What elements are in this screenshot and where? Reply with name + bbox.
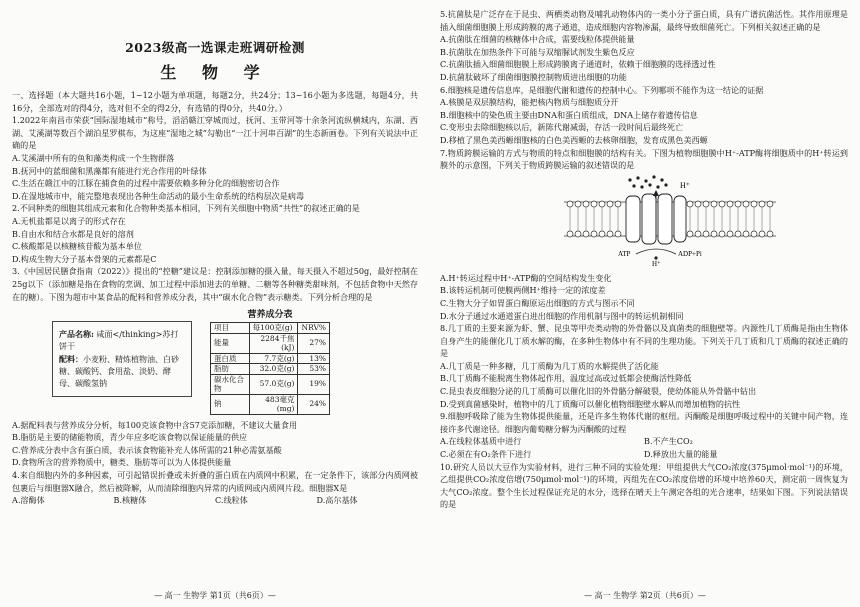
subject-title: 生 物 学 [160,63,270,82]
question-3 [12,265,418,469]
option-a: A.几丁质是一种多糖，几丁质酶为几丁质的水解提供了活化能 [440,360,659,371]
option-b: B.抗菌肽在加热条件下可能与双缩脲试剂发生紫色反应 [440,46,635,57]
table-cell: 2284千焦(kJ) [249,333,298,353]
question-9 [440,410,848,460]
product-box [52,321,192,397]
question-2 [12,202,418,265]
page-footer: — 高一 生物学 第1页（共6页）— [154,591,276,600]
arrow-head [653,190,659,196]
header-cell: 项目 [211,323,250,334]
option-b: B.抚河中的蓝细菌和黑藻都有能进行光合作用的叶绿体 [12,165,207,176]
h-atpase-membrane-diagram [560,174,780,266]
question-stem: 2.不同种类的细胞其组成元素和化合物种类基本相同，下列有关细胞中物质“共性”的叙述正确的是 [12,203,360,214]
question-stem: 9.细胞呼吸除了能为生物体提供能量，还是许多生物体代谢的枢纽。丙酮酸是细胞呼吸过程中的关键中间产物，连接许多代谢途径。细胞内葡萄糖分解为丙酮酸的过程 [440,411,848,434]
atp-hydrolysis-arrow [636,249,676,254]
table-cell: 19% [298,374,330,394]
table-cell: 24% [298,394,330,414]
option-d: D.构成生物大分子基本骨架的元素都是C [12,253,157,264]
nutrition-title: 营养成分表 [247,310,293,321]
option-a: A.据配料表与营养成分分析，每100克该食物中含57克添加糖，不建议大量食用 [12,419,298,430]
option-d: D.受到真菌感染时，植物中的几丁质酶可以催化植物细胞壁水解从而增加植物的抗性 [440,398,741,409]
question-stem: 7.物质跨膜运输的方式与物质的特点和细胞膜的结构有关。下图为植物细胞膜中H⁺-ATP酶将细胞质中的H⁺转运到膜外的示意图，下列关于物质跨膜运输的叙述错误的是 [440,147,848,171]
h-ion-label-top: H⁺ [680,180,690,190]
table-row [211,394,330,414]
option-b: B.脂肪是主要的储能物质，青少年应多吃该食物以保证能量的供应 [12,432,248,443]
options-row [440,435,848,448]
option-b: B.细胞核中的染色质主要由DNA和蛋白质组成，DNA上储存着遗传信息 [440,109,698,120]
question-4 [12,469,418,507]
header-cell: 每100克(g) [249,323,298,334]
option-c: C.昆虫表皮细胞分泌的几丁质酶可以催化旧的外骨骼分解破裂，使幼体能从外骨骼中钻出 [440,386,757,397]
question-stem: 4.来自细胞内外的多种因素，可引起错误折叠或未折叠的蛋白质在内质网中积累，在一定条件下，该部分内质网被包裹后与细胞器X融合，然后被降解，从而清除细胞内异常的内质网或内质网片段。细胞器X是 [12,469,418,493]
question-7 [440,147,848,323]
food-label-figure [52,307,418,415]
product-name-label: 产品名称: [59,329,94,340]
option-b: B.几丁质酶不能脱离生物体起作用，温度过高或过低都会使酶活性降低 [440,373,692,384]
table-cell: 32.0克(g) [249,364,298,375]
options-row [12,494,418,507]
question-5 [440,8,848,84]
ingredients-label: 配料： [59,354,83,365]
product-name: 咸面</thinking>苏打饼干 [59,330,179,352]
question-1 [12,114,418,202]
option-c: C.营养成分表中含有蛋白质，表示该食物能补充人体所需的21种必需氨基酸 [12,444,282,455]
table-cell: 13% [298,353,330,364]
options-row [440,448,848,461]
option-c: C.线粒体 [215,495,248,506]
table-cell: 57.0克(g) [249,374,298,394]
atp-label: ATP [618,249,631,258]
table-row [211,374,330,394]
table-header-row [211,323,330,334]
option-a: A.H⁺转运过程中H⁺-ATP酶的空间结构发生变化 [440,272,612,283]
option-c: C.生物大分子如胃蛋白酶原运出细胞的方式与图示不同 [440,297,635,308]
option-a: A.溶酶体 [12,495,45,506]
option-a: A.艾溪湖中所有的鱼和藻类构成一个生物群落 [12,152,175,163]
option-c: C.生活在赣江中的江豚在捕食鱼的过程中需要依赖多种分化的细胞密切合作 [12,178,280,189]
question-stem: 8.几丁质的主要来源为虾、蟹、昆虫等甲壳类动物的外骨骼以及真菌类的细胞壁等。内源性几丁质酶是指由生物体自身产生的能催化几丁质水解的酶，在多种生物体中有不同的生理功能。下列关于几丁质和几丁质酶的叙述正确的是 [440,323,848,359]
question-stem: 5.抗菌肽是广泛存在于昆虫、两栖类动物及哺乳动物体内的一类小分子蛋白质，具有广谱抗菌活性。其作用原理是插入细菌细胞膜上形成跨膜的离子通道，造成细胞内容物渗漏，最终导致细菌死亡。下列相关叙述正确的是 [440,9,848,32]
table-row [211,364,330,375]
table-cell: 7.7克(g) [249,353,298,364]
page-2 [430,0,860,607]
table-cell: 蛋白质 [211,353,250,364]
option-b: B.核糖体 [113,495,147,506]
adp-pi-label: ADP+Pi [678,249,702,258]
option-b: B.自由水和结合水都是良好的溶剂 [12,228,134,239]
option-a: A.无机盐都是以离子的形式存在 [12,215,126,226]
option-d: D.高尔基体 [316,495,358,506]
option-c: C.抗菌肽插入细菌细胞膜上形成跨膜离子通道时，依赖于细胞膜的选择透过性 [440,59,716,70]
question-8 [440,322,848,410]
table-cell: 碳水化合物 [211,374,250,394]
table-row [211,333,330,353]
header-cell: NRV% [298,323,330,334]
table-cell: 能量 [211,333,250,353]
option-b: B.不产生CO₂ [644,436,693,447]
table-cell: 脂肪 [211,364,250,375]
question-stem: 10.研究人员以大豆作为实验材料，进行三种不同的实验处理：甲组提供大气CO₂浓度(375μmol·mol⁻¹)的环境，乙组提供CO₂浓度倍增(750μmol·mol⁻¹)的环境，丙组先在CO₂浓度倍增的环境中培养60天，测定前一周恢复为大气CO₂浓度。整个生长过程保证充足的水分，选择在晴天上午测定各组的光合速率，结果如下图。下列说法错误的是 [440,461,848,510]
question-stem: 6.细胞核是遗传信息库，是细胞代谢和遗传的控制中心。下列哪项不能作为这一结论的证据 [440,84,764,95]
option-c: C.核酸都是以核糖核苷酸为基本单位 [12,241,142,252]
table-row [211,353,330,364]
option-a: A.抗菌肽在细菌的核糖体中合成，需要线粒体提供能量 [440,34,635,45]
h-ion-label-bottom: H⁺ [652,259,661,266]
option-d: D.移植了黑色美西螈细胞核的白色美西螈的去核卵细胞，发育成黑色美西螈 [440,134,708,145]
option-c: C.必须在有O₂条件下进行 [440,449,532,460]
page-footer: — 高一 生物学 第2页（共6页）— [584,591,706,600]
option-a: A.核膜是双层膜结构，能把核内物质与细胞质分开 [440,97,619,108]
table-cell: 483毫克(mg) [249,394,298,414]
question-stem: 3.《中国居民膳食指南（2022）》提出的“控糖”建议是：控制添加糖的摄入量，每天摄入不超过50g，最好控制在25g以下（添加糖是指在食物的烹调、加工过程中添加进去的单糖、二糖等各种糖类甜味剂，不包括食物中天然存在的糖）。下图为超市中某食品的配料和营养成分表，其中“碳水化合物”表示糖类。下列分析合理的是 [12,266,418,302]
option-a: A.在线粒体基质中进行 [440,436,522,447]
option-d: D.在湿地城市中，能完整地表现出各种生命活动的最小生命系统的结构层次是病毒 [12,190,305,201]
question-6 [440,84,848,147]
section-instructions: 一、选择题（本大题共16小题，1~12小题为单项题，每题2分，共24分；13~16小题为多选题，每题4分，共16分，全部选对的得4分，选对但不全的得2分，有选错的得0分，共40分。） [12,90,418,113]
ingredients-text: 小麦粉、精炼植物油、白砂糖、碳酸钙、食用盐、淡奶、酵母、碳酸氢钠 [59,355,179,389]
option-d: D.抗菌肽破坏了细菌细胞膜控制物质进出细胞的功能 [440,71,627,82]
nutrition-table [210,307,330,415]
option-d: D.食物所含的营养物质中，糖类、脂肪等可以为人体提供能量 [12,457,232,468]
option-d: D.水分子通过水通道蛋白进出细胞的作用机制与图中的转运机制相同 [440,310,684,321]
option-c: C.变形虫去除细胞核以后，新陈代谢减弱，存活一段时间后最终死亡 [440,122,684,133]
question-stem: 1.2022年南昌市荣获“国际湿地城市”称号，滔滔赣江穿城而过，抚河、玉带河等十余条河流纵横城内，东湖、西湖、艾溪湖等数百个湖泊星罗棋布，为这座“湿地之城”勾勒出“一江十河串百湖”的生态新画卷。下列有关说法中正确的是 [12,115,418,151]
option-b: B.该转运机制可使膜两侧H⁺维持一定的浓度差 [440,285,606,296]
question-10 [440,461,848,511]
table-cell: 27% [298,333,330,353]
option-d: D.释放出大量的能量 [644,449,718,460]
table-cell: 钠 [211,394,250,414]
exam-title: 2023级高一选课走班调研检测 [125,40,305,55]
h-ion-dots [628,175,667,188]
table-cell: 53% [298,364,330,375]
